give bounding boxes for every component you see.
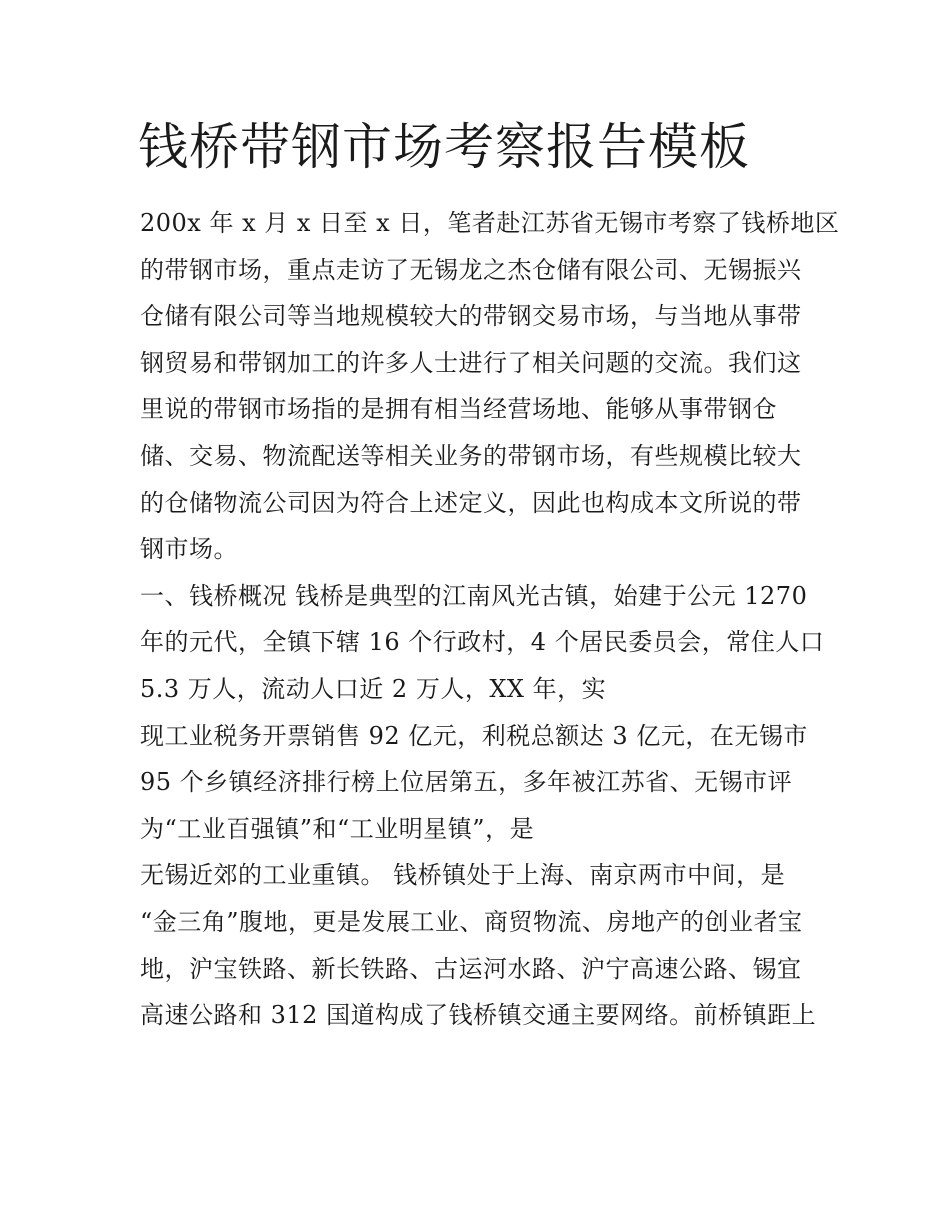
- document-body: [140, 200, 840, 1039]
- body-line-15: 无锡近郊的工业重镇。 钱桥镇处于上海、南京两市中间，是: [140, 861, 786, 890]
- body-line-13: 95 个乡镇经济排行榜上位居第五，多年被江苏省、无锡市评: [140, 768, 793, 797]
- body-line-7: 的仓储物流公司因为符合上述定义，因此也构成本文所说的带: [140, 488, 802, 517]
- document-title: 钱桥带钢市场考察报告模板: [138, 118, 750, 176]
- body-line-14: 为“工业百强镇”和“工业明星镇”，是: [140, 814, 535, 843]
- body-line-4: 钢贸易和带钢加工的许多人士进行了相关问题的交流。我们这: [140, 348, 802, 377]
- body-line-11: 5.3 万人，流动人口近 2 万人，XX 年，实: [140, 674, 607, 703]
- body-line-16: “金三角”腹地，更是发展工业、商贸物流、房地产的创业者宝: [140, 907, 803, 936]
- body-line-6: 储、交易、物流配送等相关业务的带钢市场，有些规模比较大: [140, 441, 802, 470]
- body-line-8: 钢市场。: [140, 535, 238, 564]
- body-line-5: 里说的带钢市场指的是拥有相当经营场地、能够从事带钢仓: [140, 395, 777, 424]
- body-line-3: 仓储有限公司等当地规模较大的带钢交易市场，与当地从事带: [140, 302, 802, 331]
- body-line-10: 年的元代，全镇下辖 16 个行政村，4 个居民委员会，常住人口: [140, 628, 825, 657]
- body-line-9: 一、钱桥概况 钱桥是典型的江南风光古镇，始建于公元 1270: [140, 581, 808, 610]
- body-line-17: 地，沪宝铁路、新长铁路、古运河水路、沪宁高速公路、锡宜: [140, 954, 802, 983]
- body-line-12: 现工业税务开票销售 92 亿元，利税总额达 3 亿元，在无锡市: [140, 721, 808, 750]
- body-line-1: 200x 年 x 月 x 日至 x 日，笔者赴江苏省无锡市考察了钱桥地区: [140, 209, 840, 237]
- body-line-18: 高速公路和 312 国道构成了钱桥镇交通主要网络。前桥镇距上: [140, 1001, 817, 1030]
- body-line-2: 的带钢市场，重点走访了无锡龙之杰仓储有限公司、无锡振兴: [140, 255, 802, 284]
